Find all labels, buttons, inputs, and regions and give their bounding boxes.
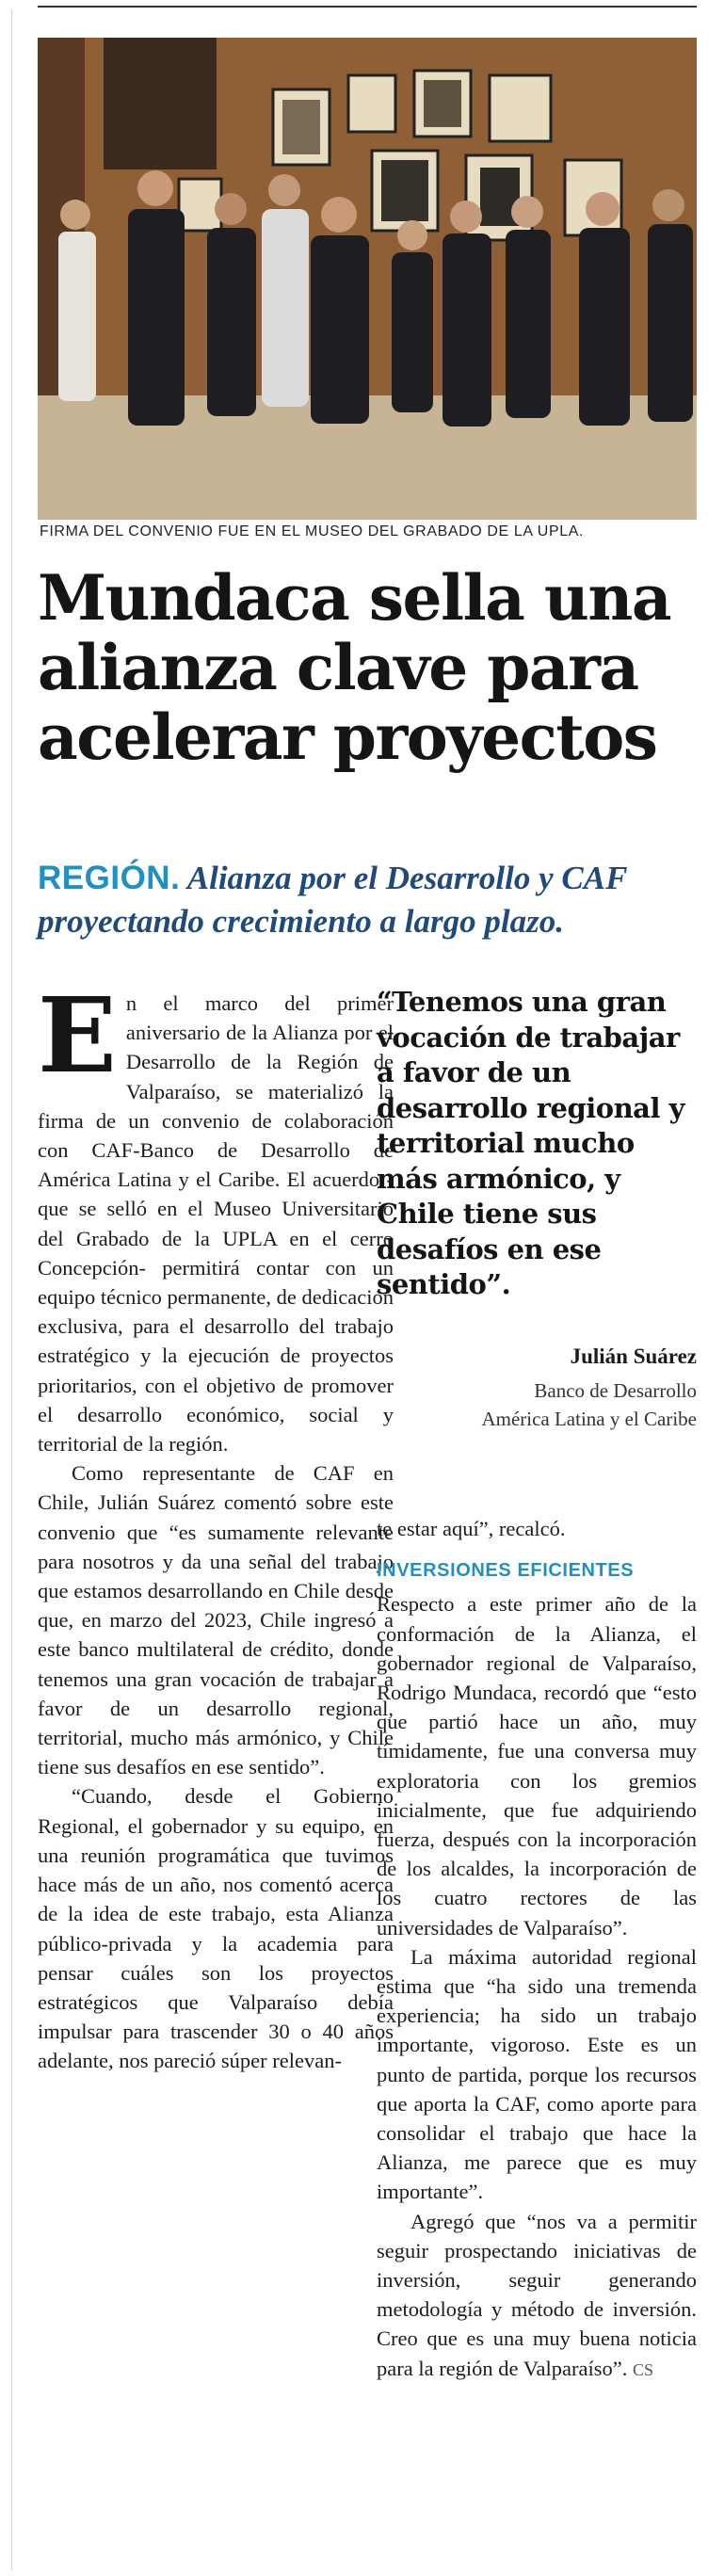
- headline-line-1: Mundaca sella una: [38, 561, 671, 635]
- drop-cap: E: [38, 974, 117, 1096]
- article-paragraph-7-text: Agregó que “nos va a permitir seguir prospectando iniciativas de inversión, seguir generando metodología y método de inversión. Creo que es una muy buena noticia para la región de Valparaíso”.: [377, 2209, 697, 2380]
- headline-line-2: alianza clave para: [38, 631, 638, 704]
- article-column-right: [377, 1514, 697, 2385]
- pull-quote-role-line-2: América Latina y el Caribe: [481, 1408, 697, 1430]
- section-tag: REGIÓN.: [38, 860, 181, 896]
- group-photo: [38, 38, 697, 520]
- article-paragraph-5: Respecto a este primer año de la conformación de la Alianza, el gobernador regional de Valparaíso, Rodrigo Mundaca, recordó que “esto que partió hace un año, muy tímidamente, fue una conversa muy exploratoria con los gremios inicialmente, que fue adquiriendo fuerza, después con la incorporación de los alcaldes, la incorporación de los cuatro rectores de las universidades de Valparaíso”.: [377, 1592, 697, 1940]
- article-paragraph-7: [377, 2207, 697, 2385]
- article-paragraph-3: “Cuando, desde el Gobierno Regional, el gobernador y su equipo, en una reunión programática que tuvimos hace más de un año, nos comentó acerca de la idea de este trabajo, esta Alianza público-privada y la academia para pensar cuáles son los proyectos estratégicos que Valparaíso debía impulsar para trascender 30 o 40 años adelante, nos pareció súper relevan-: [38, 1784, 394, 2073]
- photo-caption: FIRMA DEL CONVENIO FUE EN EL MUSEO DEL GRABADO DE LA UPLA.: [40, 523, 585, 539]
- article-paragraph-2: Como representante de CAF en Chile, Julián Suárez comentó sobre este convenio que “es sumamente relevante para nosotros y da una señal del trabajo que estamos desarrollando en Chile desde que, en marzo del 2023, Chile ingresó a este banco multilateral de crédito, donde tenemos una gran vocación de trabajar a favor de un desarrollo regional, territorial, mucho más armónico, y Chile tiene sus desafíos en ese sentido”.: [38, 1461, 394, 1779]
- pull-quote-author: Julián Suárez: [570, 1344, 697, 1368]
- pull-quote: “Tenemos una gran vocación de trabajar a favor de un desarrollo regional y territorial mucho más armónico, y Chile tiene sus desafíos en ese sentido”.: [377, 986, 684, 1300]
- end-mark: CS: [632, 2359, 653, 2379]
- page-margin-rule: [11, 9, 12, 2570]
- article-paragraph-1-text: n el marco del primer aniversario de la Alianza por el Desarrollo de la Región de Valparaíso, se materializó la firma de un convenio de colaboración con CAF-Banco de Desarrollo de América Latina y el Caribe. El acuerdo -que se selló en el Museo Universitario del Grabado de la UPLA en el cerro Concepción- permitirá contar con un equipo técnico permanente, de dedicación exclusiva, para el desarrollo del trabajo estratégico y la ejecución de proyectos prioritarios, con el objetivo de promover el desarrollo económico, social y territorial de la región.: [38, 991, 394, 1457]
- headline-line-3: acelerar proyectos: [38, 700, 657, 774]
- top-rule: [38, 6, 697, 8]
- article-column-left: [38, 974, 394, 2076]
- headline: [38, 563, 697, 772]
- subhead-text: Alianza por el Desarrollo y CAF proyectando crecimiento a largo plazo.: [38, 860, 627, 940]
- group-photo-icon: [38, 38, 697, 520]
- article-paragraph-4: te estar aquí”, recalcó.: [377, 1517, 566, 1540]
- pull-quote-role-line-1: Banco de Desarrollo: [534, 1379, 697, 1402]
- article-paragraph-6: La máxima autoridad regional estima que “ha sido una tremenda experiencia; ha sido un trabajo importante, vigoroso. Este es un punto de partida, porque los recursos que aporta la CAF, como aporte para consolidar el trabajo que hace la Alianza, me parece que es muy importante”.: [377, 1944, 697, 2204]
- subhead: [38, 857, 697, 943]
- article-paragraph-1: [38, 974, 394, 1458]
- pull-quote-role: [377, 1377, 697, 1433]
- section-heading: INVERSIONES EFICIENTES: [377, 1560, 635, 1582]
